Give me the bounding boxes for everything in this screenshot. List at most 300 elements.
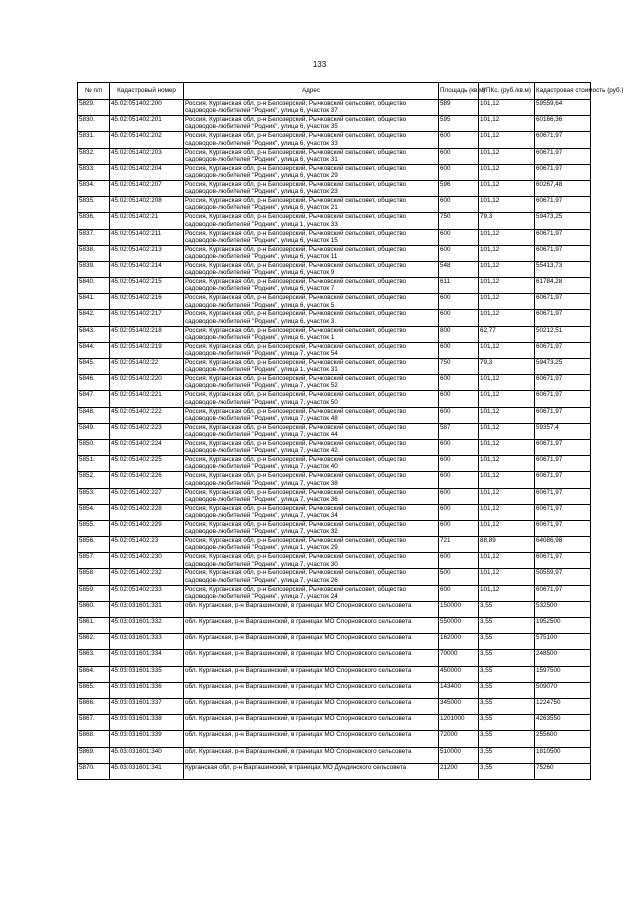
cell-area: 600 (439, 585, 479, 601)
cell-area: 72000 (439, 731, 479, 747)
cell-address: Россия, Курганская обл, р-н Белозерский, Рычковский сельсовет, общество садоводов-любителей "Родник", улица 6, участок 23 (184, 180, 439, 196)
cell-address: обл. Курганская, р-н Варгашинский, в границах МО Спорновского сельсовета (184, 634, 439, 650)
cell-cadastral-value: 59357,4 (535, 423, 591, 439)
cell-upks: 101,12 (479, 423, 535, 439)
cell-address: обл. Курганская, р-н Варгашинский, в границах МО Спорновского сельсовета (184, 666, 439, 682)
header-cadastral-number: Кадастровый номер (110, 83, 184, 100)
cell-number: 5837. (78, 229, 110, 245)
cell-cadastral-number: 45:02:051402:216 (110, 294, 184, 310)
cell-address: Россия, Курганская обл, р-н Белозерский, Рычковский сельсовет, общество садоводов-любителей "Родник", улица 1, участок 33 (184, 213, 439, 229)
cell-upks: 101,12 (479, 342, 535, 358)
table-row (78, 294, 591, 310)
cell-cadastral-number: 45:02:051402:204 (110, 164, 184, 180)
cell-cadastral-number: 45:02:051402:218 (110, 326, 184, 342)
cell-address: Россия, Курганская обл, р-н Белозерский, Рычковский сельсовет, общество садоводов-любителей "Родник", улица 6, участок 3 (184, 310, 439, 326)
cell-upks: 101,12 (479, 180, 535, 196)
cadastral-table (77, 82, 624, 780)
cell-cadastral-number: 45:02:051402:226 (110, 472, 184, 488)
table-row (78, 715, 591, 731)
cell-address: Россия, Курганская обл, р-н Белозерский, Рычковский сельсовет, общество садоводов-любителей "Родник", улица 6, участок 35 (184, 116, 439, 132)
cell-area: 600 (439, 407, 479, 423)
cell-cadastral-number: 45:02:051402:202 (110, 132, 184, 148)
cell-address: Россия, Курганская обл, р-н Белозерский, Рычковский сельсовет, общество садоводов-любителей "Родник", улица 7, участок 32 (184, 520, 439, 536)
cell-address: обл. Курганская, р-н Варгашинский, в границах МО Спорновского сельсовета (184, 650, 439, 666)
table-row (78, 747, 591, 763)
cell-cadastral-number: 45:02:051402:223 (110, 423, 184, 439)
cell-number: 5854. (78, 504, 110, 520)
table-row (78, 164, 591, 180)
cell-address: Россия, Курганская обл, р-н Белозерский, Рычковский сельсовет, общество садоводов-любителей "Родник", улица 6, участок 21 (184, 197, 439, 213)
cell-number: 5850. (78, 439, 110, 455)
cell-number: 5853. (78, 488, 110, 504)
table-row (78, 731, 591, 747)
cell-address: Россия, Курганская обл, р-н Белозерский, Рычковский сельсовет, общество садоводов-любителей "Родник", улица 6, участок 1 (184, 326, 439, 342)
cell-number: 5834. (78, 180, 110, 196)
cell-area: 600 (439, 294, 479, 310)
cell-cadastral-number: 45:03:031601:340 (110, 747, 184, 763)
cell-address: обл. Курганская, р-н Варгашинский, в границах МО Спорновского сельсовета (184, 698, 439, 714)
cell-area: 595 (439, 116, 479, 132)
cell-number: 5835. (78, 197, 110, 213)
cell-number: 5864. (78, 666, 110, 682)
cell-area: 589 (439, 100, 479, 116)
cell-number: 5866. (78, 698, 110, 714)
cell-cadastral-value: 60671,97 (535, 391, 591, 407)
cell-area: 162000 (439, 634, 479, 650)
table-row (78, 634, 591, 650)
cell-cadastral-value: 60671,97 (535, 520, 591, 536)
cell-area: 600 (439, 488, 479, 504)
cell-cadastral-number: 45:02:051402:229 (110, 520, 184, 536)
cell-cadastral-value: 60671,97 (535, 553, 591, 569)
cell-number: 5870. (78, 763, 110, 779)
cell-cadastral-value: 75260 (535, 763, 591, 779)
table-row (78, 585, 591, 601)
table-row (78, 553, 591, 569)
table-row (78, 407, 591, 423)
header-upks: УПКс. (руб./кв.м) (479, 83, 535, 100)
table-row (78, 439, 591, 455)
cell-number: 5832. (78, 148, 110, 164)
cell-cadastral-value: 50559,97 (535, 569, 591, 585)
cell-upks: 101,12 (479, 261, 535, 277)
cell-number: 5868. (78, 731, 110, 747)
cell-area: 600 (439, 472, 479, 488)
cell-number: 5869. (78, 747, 110, 763)
cell-area: 600 (439, 132, 479, 148)
cell-upks: 101,12 (479, 197, 535, 213)
cell-area: 600 (439, 197, 479, 213)
cell-cadastral-value: 1224750 (535, 698, 591, 714)
cell-address: Россия, Курганская обл, р-н Белозерский, Рычковский сельсовет, общество садоводов-любителей "Родник", улица 6, участок 7 (184, 278, 439, 294)
cell-area: 600 (439, 342, 479, 358)
table-row (78, 650, 591, 666)
cell-cadastral-value: 60671,97 (535, 310, 591, 326)
cell-address: Россия, Курганская обл, р-н Белозерский, Рычковский сельсовет, общество садоводов-любителей "Родник", улица 6, участок 37 (184, 100, 439, 116)
cell-area: 510000 (439, 747, 479, 763)
cell-upks: 3,55 (479, 618, 535, 634)
cell-area: 600 (439, 504, 479, 520)
cell-number: 5829. (78, 100, 110, 116)
cell-address: Россия, Курганская обл, р-н Белозерский, Рычковский сельсовет, общество садоводов-любителей "Родник", улица 1, участок 31 (184, 359, 439, 375)
cell-address: Россия, Курганская обл, р-н Белозерский, Рычковский сельсовет, общество садоводов-любителей "Родник", улица 7, участок 34 (184, 504, 439, 520)
cell-address: обл. Курганская, р-н Варгашинский, в границах МО Спорновского сельсовета (184, 731, 439, 747)
cell-number: 5852. (78, 472, 110, 488)
cell-area: 150000 (439, 601, 479, 617)
cell-area: 1201000 (439, 715, 479, 731)
cell-cadastral-number: 45:02:051402:220 (110, 375, 184, 391)
cell-upks: 101,12 (479, 100, 535, 116)
cell-upks: 3,55 (479, 666, 535, 682)
cell-address: Россия, Курганская обл, р-н Белозерский, Рычковский сельсовет, общество садоводов-любителей "Родник", улица 6, участок 15 (184, 229, 439, 245)
cell-cadastral-value: 532500 (535, 601, 591, 617)
cell-area: 143400 (439, 682, 479, 698)
cell-upks: 3,55 (479, 682, 535, 698)
cell-upks: 101,12 (479, 245, 535, 261)
cell-address: Россия, Курганская обл, р-н Белозерский, Рычковский сельсовет, общество садоводов-любителей "Родник", улица 7, участок 30 (184, 553, 439, 569)
cell-upks: 3,55 (479, 763, 535, 779)
cell-upks: 101,12 (479, 407, 535, 423)
cell-upks: 62,77 (479, 326, 535, 342)
cell-cadastral-value: 60671,97 (535, 407, 591, 423)
cell-area: 600 (439, 148, 479, 164)
cell-cadastral-number: 45:03:031601:331 (110, 601, 184, 617)
cell-number: 5830. (78, 116, 110, 132)
table-row (78, 601, 591, 617)
cell-address: Россия, Курганская обл, р-н Белозерский, Рычковский сельсовет, общество садоводов-любителей "Родник", улица 6, участок 5 (184, 294, 439, 310)
cell-upks: 101,12 (479, 520, 535, 536)
cell-area: 600 (439, 439, 479, 455)
cell-upks: 101,12 (479, 310, 535, 326)
cell-cadastral-value: 59559,64 (535, 100, 591, 116)
cell-number: 5858. (78, 569, 110, 585)
cell-upks: 3,55 (479, 747, 535, 763)
cell-cadastral-value: 1597500 (535, 666, 591, 682)
cell-area: 600 (439, 375, 479, 391)
cell-cadastral-number: 45:03:031601:337 (110, 698, 184, 714)
cell-cadastral-number: 45:02:051402:214 (110, 261, 184, 277)
cell-upks: 101,12 (479, 375, 535, 391)
table-header-row (78, 83, 591, 100)
cell-area: 600 (439, 391, 479, 407)
cell-address: Россия, Курганская обл, р-н Белозерский, Рычковский сельсовет, общество садоводов-любителей "Родник", улица 7, участок 26 (184, 569, 439, 585)
cell-area: 500 (439, 569, 479, 585)
cell-area: 550000 (439, 618, 479, 634)
cell-cadastral-number: 45:03:031601:339 (110, 731, 184, 747)
cell-cadastral-value: 60671,97 (535, 504, 591, 520)
cell-number: 5862. (78, 634, 110, 650)
cell-address: Россия, Курганская обл, р-н Белозерский, Рычковский сельсовет, общество садоводов-любителей "Родник", улица 6, участок 33 (184, 132, 439, 148)
cell-upks: 3,55 (479, 634, 535, 650)
cell-number: 5865. (78, 682, 110, 698)
table-row (78, 148, 591, 164)
cell-cadastral-value: 60671,97 (535, 456, 591, 472)
cell-cadastral-number: 45:02:051402:203 (110, 148, 184, 164)
cell-cadastral-value: 248500 (535, 650, 591, 666)
cell-area: 600 (439, 229, 479, 245)
cell-area: 800 (439, 326, 479, 342)
cell-cadastral-value: 60267,48 (535, 180, 591, 196)
cell-area: 721 (439, 537, 479, 553)
cell-address: обл. Курганская, р-н Варгашинский, в границах МО Спорновского сельсовета (184, 715, 439, 731)
cell-cadastral-number: 45:02:051402:221 (110, 391, 184, 407)
cell-area: 548 (439, 261, 479, 277)
cell-cadastral-number: 45:03:031601:334 (110, 650, 184, 666)
cell-number: 5849. (78, 423, 110, 439)
cell-address: обл. Курганская, р-н Варгашинский, в границах МО Спорновского сельсовета (184, 618, 439, 634)
cell-cadastral-number: 45:02:051402:215 (110, 278, 184, 294)
cell-cadastral-number: 45:02:051402:228 (110, 504, 184, 520)
cell-cadastral-value: 60671,97 (535, 245, 591, 261)
table-row (78, 682, 591, 698)
cell-upks: 101,12 (479, 116, 535, 132)
cell-address: Россия, Курганская обл, р-н Белозерский, Рычковский сельсовет, общество садоводов-любителей "Родник", улица 6, участок 29 (184, 164, 439, 180)
cell-address: Россия, Курганская обл, р-н Белозерский, Рычковский сельсовет, общество садоводов-любителей "Родник", улица 6, участок 11 (184, 245, 439, 261)
cell-number: 5867. (78, 715, 110, 731)
cell-upks: 3,55 (479, 601, 535, 617)
cell-address: обл. Курганская, р-н Варгашинский, в границах МО Спорновского сельсовета (184, 747, 439, 763)
cell-number: 5839. (78, 261, 110, 277)
cell-cadastral-value: 50212,51 (535, 326, 591, 342)
cell-cadastral-value: 59473,25 (535, 213, 591, 229)
cell-cadastral-number: 45:03:031601:336 (110, 682, 184, 698)
table-row (78, 132, 591, 148)
cell-upks: 101,12 (479, 439, 535, 455)
cell-cadastral-number: 45:02:051402:201 (110, 116, 184, 132)
cell-cadastral-value: 64086,98 (535, 537, 591, 553)
cell-cadastral-value: 61784,28 (535, 278, 591, 294)
cell-upks: 101,12 (479, 391, 535, 407)
cell-area: 600 (439, 310, 479, 326)
table-row (78, 456, 591, 472)
cell-number: 5859. (78, 585, 110, 601)
table-body (78, 100, 591, 780)
cell-address: Россия, Курганская обл, р-н Белозерский, Рычковский сельсовет, общество садоводов-любителей "Родник", улица 6, участок 31 (184, 148, 439, 164)
cell-cadastral-number: 45:02:051402:224 (110, 439, 184, 455)
cell-cadastral-number: 45:02:051402:232 (110, 569, 184, 585)
cell-number: 5847. (78, 391, 110, 407)
table-row (78, 245, 591, 261)
cell-cadastral-value: 4263550 (535, 715, 591, 731)
table-row (78, 100, 591, 116)
cell-cadastral-number: 45:03:031601:333 (110, 634, 184, 650)
page-number: 133 (312, 60, 327, 69)
cell-cadastral-value: 60671,97 (535, 229, 591, 245)
cell-upks: 101,12 (479, 148, 535, 164)
table-row (78, 278, 591, 294)
cell-cadastral-number: 45:02:051402:230 (110, 553, 184, 569)
cell-number: 5863. (78, 650, 110, 666)
cell-upks: 101,12 (479, 585, 535, 601)
cell-number: 5861. (78, 618, 110, 634)
cell-number: 5833. (78, 164, 110, 180)
cell-area: 600 (439, 456, 479, 472)
cell-address: Россия, Курганская обл, р-н Белозерский, Рычковский сельсовет, общество садоводов-любителей "Родник", улица 1, участок 29 (184, 537, 439, 553)
cell-number: 5840. (78, 278, 110, 294)
cell-area: 21200 (439, 763, 479, 779)
cell-area: 345000 (439, 698, 479, 714)
table-row (78, 116, 591, 132)
cell-cadastral-value: 60671,97 (535, 164, 591, 180)
cell-cadastral-number: 45:02:051402:200 (110, 100, 184, 116)
cell-address: Россия, Курганская обл, р-н Белозерский, Рычковский сельсовет, общество садоводов-любителей "Родник", улица 7, участок 48 (184, 407, 439, 423)
cell-area: 600 (439, 245, 479, 261)
cell-number: 5855. (78, 520, 110, 536)
cell-upks: 101,12 (479, 278, 535, 294)
cell-area: 600 (439, 164, 479, 180)
cell-address: Россия, Курганская обл, р-н Белозерский, Рычковский сельсовет, общество садоводов-любителей "Родник", улица 7, участок 54 (184, 342, 439, 358)
cell-number: 5857. (78, 553, 110, 569)
cell-upks: 79,3 (479, 359, 535, 375)
cell-upks: 101,12 (479, 553, 535, 569)
cell-cadastral-number: 45:02:051402:219 (110, 342, 184, 358)
cell-cadastral-value: 509070 (535, 682, 591, 698)
table-row (78, 569, 591, 585)
cell-number: 5844. (78, 342, 110, 358)
cell-upks: 3,55 (479, 731, 535, 747)
cell-upks: 101,12 (479, 504, 535, 520)
cell-area: 587 (439, 423, 479, 439)
cell-cadastral-number: 45:02:051402:208 (110, 197, 184, 213)
cell-cadastral-number: 45:02:051402:233 (110, 585, 184, 601)
table-row (78, 423, 591, 439)
cell-cadastral-value: 60166,36 (535, 116, 591, 132)
cell-cadastral-value: 255600 (535, 731, 591, 747)
table-row (78, 180, 591, 196)
header-area: Площадь (кв.м) (439, 83, 479, 100)
cell-upks: 101,12 (479, 472, 535, 488)
cell-cadastral-number: 45:03:031601:332 (110, 618, 184, 634)
cell-upks: 3,55 (479, 698, 535, 714)
cell-number: 5856. (78, 537, 110, 553)
table-row (78, 359, 591, 375)
cell-upks: 101,12 (479, 229, 535, 245)
table-row (78, 698, 591, 714)
cell-number: 5846. (78, 375, 110, 391)
cell-cadastral-number: 45:03:031601:335 (110, 666, 184, 682)
table-row (78, 488, 591, 504)
cell-number: 5860. (78, 601, 110, 617)
cell-number: 5842. (78, 310, 110, 326)
cell-address: обл. Курганская, р-н Варгашинский, в границах МО Спорновского сельсовета (184, 682, 439, 698)
table-row (78, 310, 591, 326)
cell-upks: 101,12 (479, 569, 535, 585)
table-row (78, 326, 591, 342)
cell-address: Россия, Курганская обл, р-н Белозерский, Рычковский сельсовет, общество садоводов-любителей "Родник", улица 7, участок 38 (184, 472, 439, 488)
table-row (78, 537, 591, 553)
cell-cadastral-number: 45:02:051402:227 (110, 488, 184, 504)
cell-area: 596 (439, 180, 479, 196)
table-row (78, 342, 591, 358)
cell-cadastral-value: 60671,97 (535, 132, 591, 148)
cell-number: 5836. (78, 213, 110, 229)
cell-upks: 79,3 (479, 213, 535, 229)
table-row (78, 261, 591, 277)
table-row (78, 520, 591, 536)
cell-number: 5841. (78, 294, 110, 310)
cell-cadastral-number: 45:02:051402:22 (110, 359, 184, 375)
cell-cadastral-number: 45:03:031601:341 (110, 763, 184, 779)
cell-area: 611 (439, 278, 479, 294)
cell-number: 5851. (78, 456, 110, 472)
table-row (78, 666, 591, 682)
cell-area: 70000 (439, 650, 479, 666)
table-row (78, 197, 591, 213)
cell-cadastral-value: 60671,97 (535, 488, 591, 504)
cell-cadastral-number: 45:02:051402:211 (110, 229, 184, 245)
cell-address: Россия, Курганская обл, р-н Белозерский, Рычковский сельсовет, общество садоводов-любителей "Родник", улица 7, участок 42 (184, 439, 439, 455)
cell-area: 750 (439, 359, 479, 375)
cell-address: Россия, Курганская обл, р-н Белозерский, Рычковский сельсовет, общество садоводов-любителей "Родник", улица 7, участок 44 (184, 423, 439, 439)
table-row (78, 763, 591, 779)
table-row (78, 472, 591, 488)
cell-cadastral-value: 55413,73 (535, 261, 591, 277)
cell-cadastral-value: 1810500 (535, 747, 591, 763)
cell-cadastral-value: 60671,97 (535, 439, 591, 455)
cell-cadastral-value: 1952500 (535, 618, 591, 634)
table-row (78, 504, 591, 520)
cell-address: Россия, Курганская обл, р-н Белозерский, Рычковский сельсовет, общество садоводов-любителей "Родник", улица 7, участок 52 (184, 375, 439, 391)
cell-address: Россия, Курганская обл, р-н Белозерский, Рычковский сельсовет, общество садоводов-любителей "Родник", улица 7, участок 50 (184, 391, 439, 407)
cell-number: 5843. (78, 326, 110, 342)
cell-address: Россия, Курганская обл, р-н Белозерский, Рычковский сельсовет, общество садоводов-любителей "Родник", улица 7, участок 24 (184, 585, 439, 601)
table-row (78, 391, 591, 407)
header-number: № п/п (78, 83, 110, 100)
cell-area: 750 (439, 213, 479, 229)
cell-cadastral-value: 60671,97 (535, 197, 591, 213)
header-address: Адрес (184, 83, 439, 100)
cell-cadastral-value: 60671,97 (535, 294, 591, 310)
cell-cadastral-number: 45:03:031601:338 (110, 715, 184, 731)
cell-upks: 101,12 (479, 456, 535, 472)
cell-cadastral-value: 59473,25 (535, 359, 591, 375)
cell-cadastral-number: 45:02:051402:207 (110, 180, 184, 196)
cell-upks: 101,12 (479, 132, 535, 148)
cell-address: обл. Курганская, р-н Варгашинский, в границах МО Спорновского сельсовета (184, 601, 439, 617)
cell-cadastral-value: 60671,97 (535, 342, 591, 358)
cell-cadastral-number: 45:02:051402:23 (110, 537, 184, 553)
cell-cadastral-value: 60671,97 (535, 375, 591, 391)
cell-cadastral-number: 45:02:051402:217 (110, 310, 184, 326)
cell-cadastral-value: 60671,97 (535, 585, 591, 601)
cell-upks: 101,12 (479, 488, 535, 504)
cell-cadastral-value: 575100 (535, 634, 591, 650)
cell-number: 5845. (78, 359, 110, 375)
cell-cadastral-number: 45:02:051402:21 (110, 213, 184, 229)
cell-cadastral-number: 45:02:051402:222 (110, 407, 184, 423)
cell-upks: 3,55 (479, 715, 535, 731)
cell-address: Курганская обл, р-н Варгашинский, в границах МО Дундинского сельсовета (184, 763, 439, 779)
cell-upks: 88,89 (479, 537, 535, 553)
cell-area: 600 (439, 520, 479, 536)
cell-area: 450000 (439, 666, 479, 682)
cell-upks: 101,12 (479, 164, 535, 180)
cell-number: 5848. (78, 407, 110, 423)
table-row (78, 229, 591, 245)
cell-address: Россия, Курганская обл, р-н Белозерский, Рычковский сельсовет, общество садоводов-любителей "Родник", улица 7, участок 36 (184, 488, 439, 504)
cell-cadastral-number: 45:02:051402:213 (110, 245, 184, 261)
cell-address: Россия, Курганская обл, р-н Белозерский, Рычковский сельсовет, общество садоводов-любителей "Родник", улица 6, участок 9 (184, 261, 439, 277)
header-cadastral-value: Кадастровая стоимость (руб.) (535, 83, 591, 100)
table-row (78, 375, 591, 391)
cell-cadastral-value: 60671,97 (535, 148, 591, 164)
cell-number: 5831. (78, 132, 110, 148)
table-row (78, 618, 591, 634)
cell-cadastral-number: 45:02:051402:225 (110, 456, 184, 472)
cell-address: Россия, Курганская обл, р-н Белозерский, Рычковский сельсовет, общество садоводов-любителей "Родник", улица 7, участок 40 (184, 456, 439, 472)
cell-upks: 101,12 (479, 294, 535, 310)
table-row (78, 213, 591, 229)
